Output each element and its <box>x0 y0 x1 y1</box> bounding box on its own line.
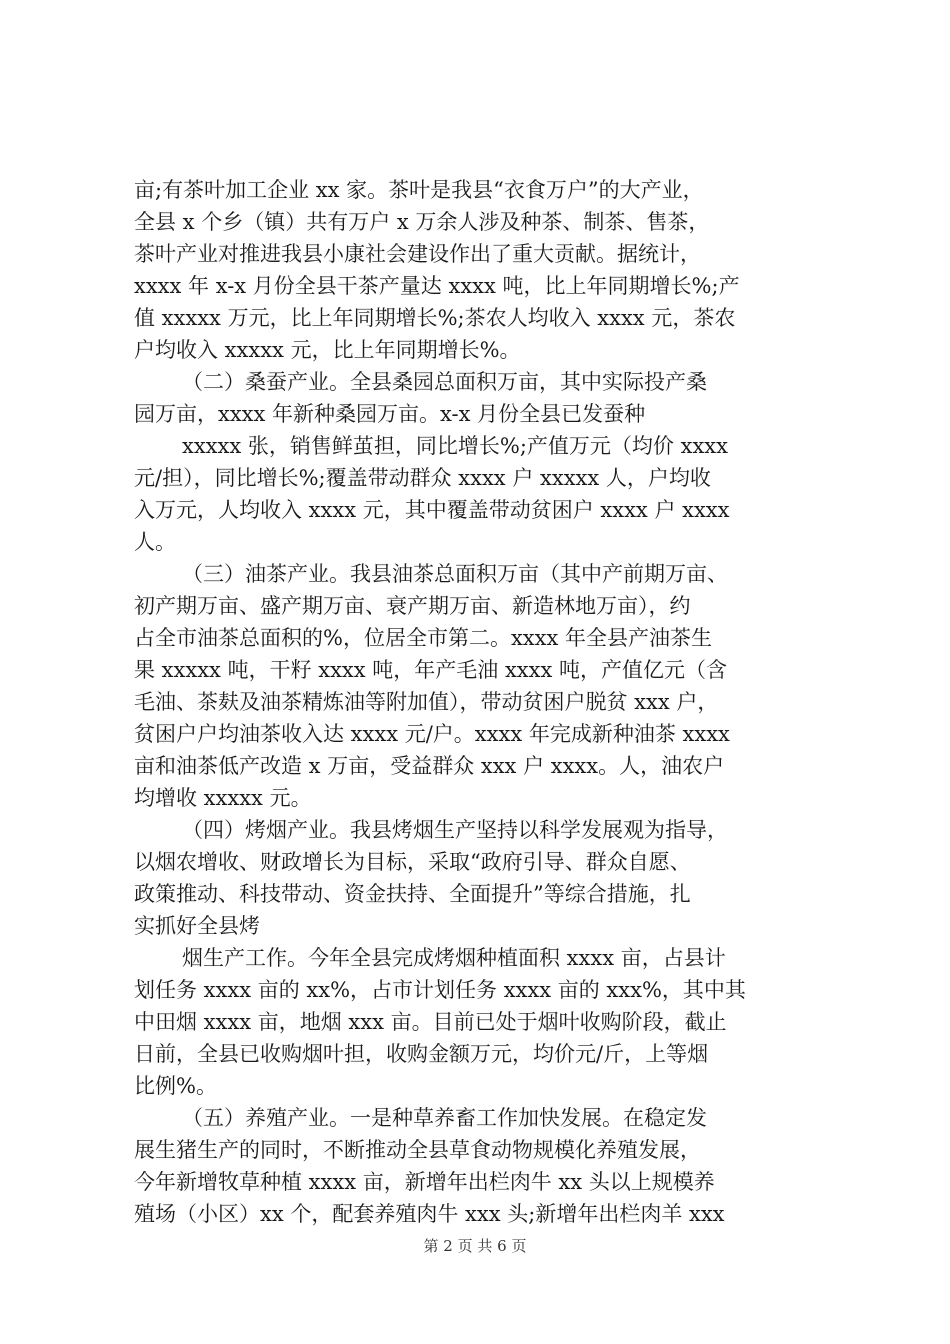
text-line: 中田烟 xxxx 亩，地烟 xxx 亩。目前已处于烟叶收购阶段，截止 <box>134 1010 727 1034</box>
section-heading-line: （二）桑蚕产业。全县桑园总面积万亩，其中实际投产桑 <box>182 370 707 394</box>
text-line: 亩;有茶叶加工企业 xx 家。茶叶是我县“衣食万户”的大产业， <box>134 178 704 202</box>
section-heading-line: （四）烤烟产业。我县烤烟生产坚持以科学发展观为指导， <box>182 818 728 842</box>
text-line: 划任务 xxxx 亩的 xx%，占市计划任务 xxxx 亩的 xxx%，其中其 <box>134 978 746 1002</box>
text-line: 元/担），同比增长%;覆盖带动群众 xxxx 户 xxxxx 人，户均收 <box>134 466 711 490</box>
text-line: 贫困户户均油茶收入达 xxxx 元/户。xxxx 年完成新种油茶 xxxx <box>134 722 730 746</box>
text-line: 政策推动、科技带动、资金扶持、全面提升”等综合措施，扎 <box>134 882 691 906</box>
text-line: 茶叶产业对推进我县小康社会建设作出了重大贡献。据统计， <box>134 242 701 266</box>
text-line: xxxx 年 x-x 月份全县干茶产量达 xxxx 吨，比上年同期增长%;产 <box>134 274 740 298</box>
text-line: 户均收入 xxxxx 元，比上年同期增长%。 <box>134 338 521 362</box>
text-line: 全县 x 个乡（镇）共有万户 x 万余人涉及种茶、制茶、售茶， <box>134 210 710 234</box>
text-line: 比例%。 <box>134 1074 217 1098</box>
text-line: 实抓好全县烤 <box>134 914 260 938</box>
section-heading-line: （三）油茶产业。我县油茶总面积万亩（其中产前期万亩、 <box>182 562 728 586</box>
text-line: 殖场（小区）xx 个，配套养殖肉牛 xxx 头;新增年出栏肉羊 xxx <box>134 1202 725 1226</box>
text-line: 亩和油茶低产改造 x 万亩，受益群众 xxx 户 xxxx。人，油农户 <box>134 754 725 778</box>
text-line: xxxxx 张，销售鲜茧担，同比增长%;产值万元（均价 xxxx <box>182 434 728 458</box>
text-line: 以烟农增收、财政增长为目标，采取“政府引导、群众自愿、 <box>134 850 691 874</box>
text-line: 人。 <box>134 530 176 554</box>
text-line: 烟生产工作。今年全县完成烤烟种植面积 xxxx 亩，占县计 <box>182 946 726 970</box>
page-number-footer: 第 2 页 共 6 页 <box>423 1237 527 1255</box>
text-line: 果 xxxxx 吨，干籽 xxxx 吨，年产毛油 xxxx 吨，产值亿元（含 <box>134 658 728 682</box>
text-line: 今年新增牧草种植 xxxx 亩，新增年出栏肉牛 xx 头以上规模养 <box>134 1170 715 1194</box>
text-line: 均增收 xxxxx 元。 <box>134 786 312 810</box>
text-line: 展生猪生产的同时，不断推动全县草食动物规模化养殖发展， <box>134 1138 701 1162</box>
text-line: 入万元，人均收入 xxxx 元，其中覆盖带动贫困户 xxxx 户 xxxx <box>134 498 730 522</box>
text-line: 占全市油茶总面积的%，位居全市第二。xxxx 年全县产油茶生 <box>134 626 713 650</box>
text-line: 初产期万亩、盛产期万亩、衰产期万亩、新造林地万亩），约 <box>134 594 691 618</box>
text-line: 园万亩，xxxx 年新种桑园万亩。x-x 月份全县已发蚕种 <box>134 402 646 426</box>
text-line: 日前，全县已收购烟叶担，收购金额万元，均价元/斤，上等烟 <box>134 1042 709 1066</box>
text-line: 毛油、茶麸及油茶精炼油等附加值），带动贫困户脱贫 xxx 户， <box>134 690 719 714</box>
section-heading-line: （五）养殖产业。一是种草养畜工作加快发展。在稳定发 <box>182 1106 707 1130</box>
text-line: 值 xxxxx 万元，比上年同期增长%;茶农人均收入 xxxx 元，茶农 <box>134 306 736 330</box>
